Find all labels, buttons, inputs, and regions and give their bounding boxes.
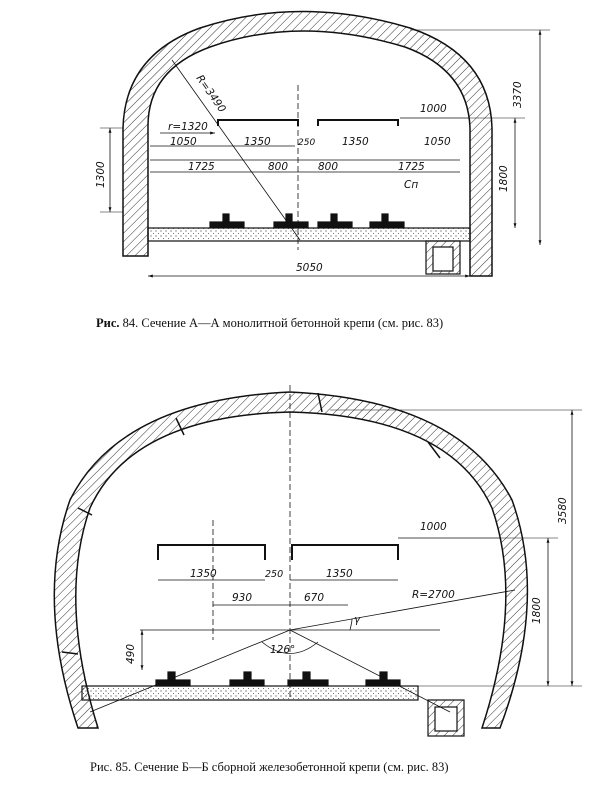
label-1350-right-84: 1350: [342, 136, 369, 148]
label-clearance: Cп: [404, 179, 419, 191]
label-1000-85: 1000: [420, 521, 447, 533]
label-3370: 3370: [512, 81, 524, 108]
label-1725-right: 1725: [398, 161, 425, 173]
rails-84: [210, 214, 404, 227]
label-670: 670: [304, 592, 325, 604]
label-1050-right: 1050: [424, 136, 451, 148]
rails-85: [156, 672, 400, 686]
figure-84: [100, 12, 550, 277]
label-126: 126°: [270, 644, 296, 656]
caption-prefix-84: Рис.: [96, 316, 120, 330]
car-right-84: [318, 120, 398, 126]
label-R-85: R=2700: [412, 589, 455, 601]
caption-text-84: 84. Сечение А—А монолитной бетонной крепи (см. рис. 83): [119, 316, 444, 330]
floor-slab-85: [82, 686, 418, 700]
label-1050-left: 1050: [170, 136, 197, 148]
floor-slab-84: [148, 228, 470, 241]
segment-joints-85: [62, 393, 440, 654]
label-1800-84: 1800: [498, 165, 510, 192]
label-5050: 5050: [296, 262, 323, 274]
label-490: 490: [125, 643, 137, 664]
car-left-84: [218, 120, 298, 126]
label-800-left: 800: [268, 161, 289, 173]
label-250-84: 250: [298, 138, 316, 148]
car-left-85: [158, 545, 265, 560]
caption-fig-84: [96, 316, 443, 331]
label-1800-85: 1800: [531, 597, 543, 624]
label-r-84: r=1320: [168, 121, 208, 133]
car-right-85: [292, 545, 398, 560]
label-3580: 3580: [557, 497, 569, 524]
radius-line-84: [172, 60, 300, 240]
label-250-85: 250: [265, 569, 284, 580]
lining-85: [54, 392, 527, 728]
label-1350-left-84: 1350: [244, 136, 271, 148]
label-1350-left-85: 1350: [190, 568, 217, 580]
label-1300: 1300: [95, 161, 107, 188]
label-gamma: γ: [354, 614, 361, 626]
label-800-right: 800: [318, 161, 339, 173]
figure-85: [54, 385, 582, 736]
label-R-84: R=3490: [193, 72, 228, 115]
label-1350-right-85: 1350: [326, 568, 353, 580]
caption-fig-85: Рис. 85. Сечение Б—Б сборной железобетонной крепи (см. рис. 83): [90, 760, 449, 774]
label-1000-84: 1000: [420, 103, 447, 115]
label-930: 930: [232, 592, 253, 604]
label-1725-left: 1725: [188, 161, 215, 173]
